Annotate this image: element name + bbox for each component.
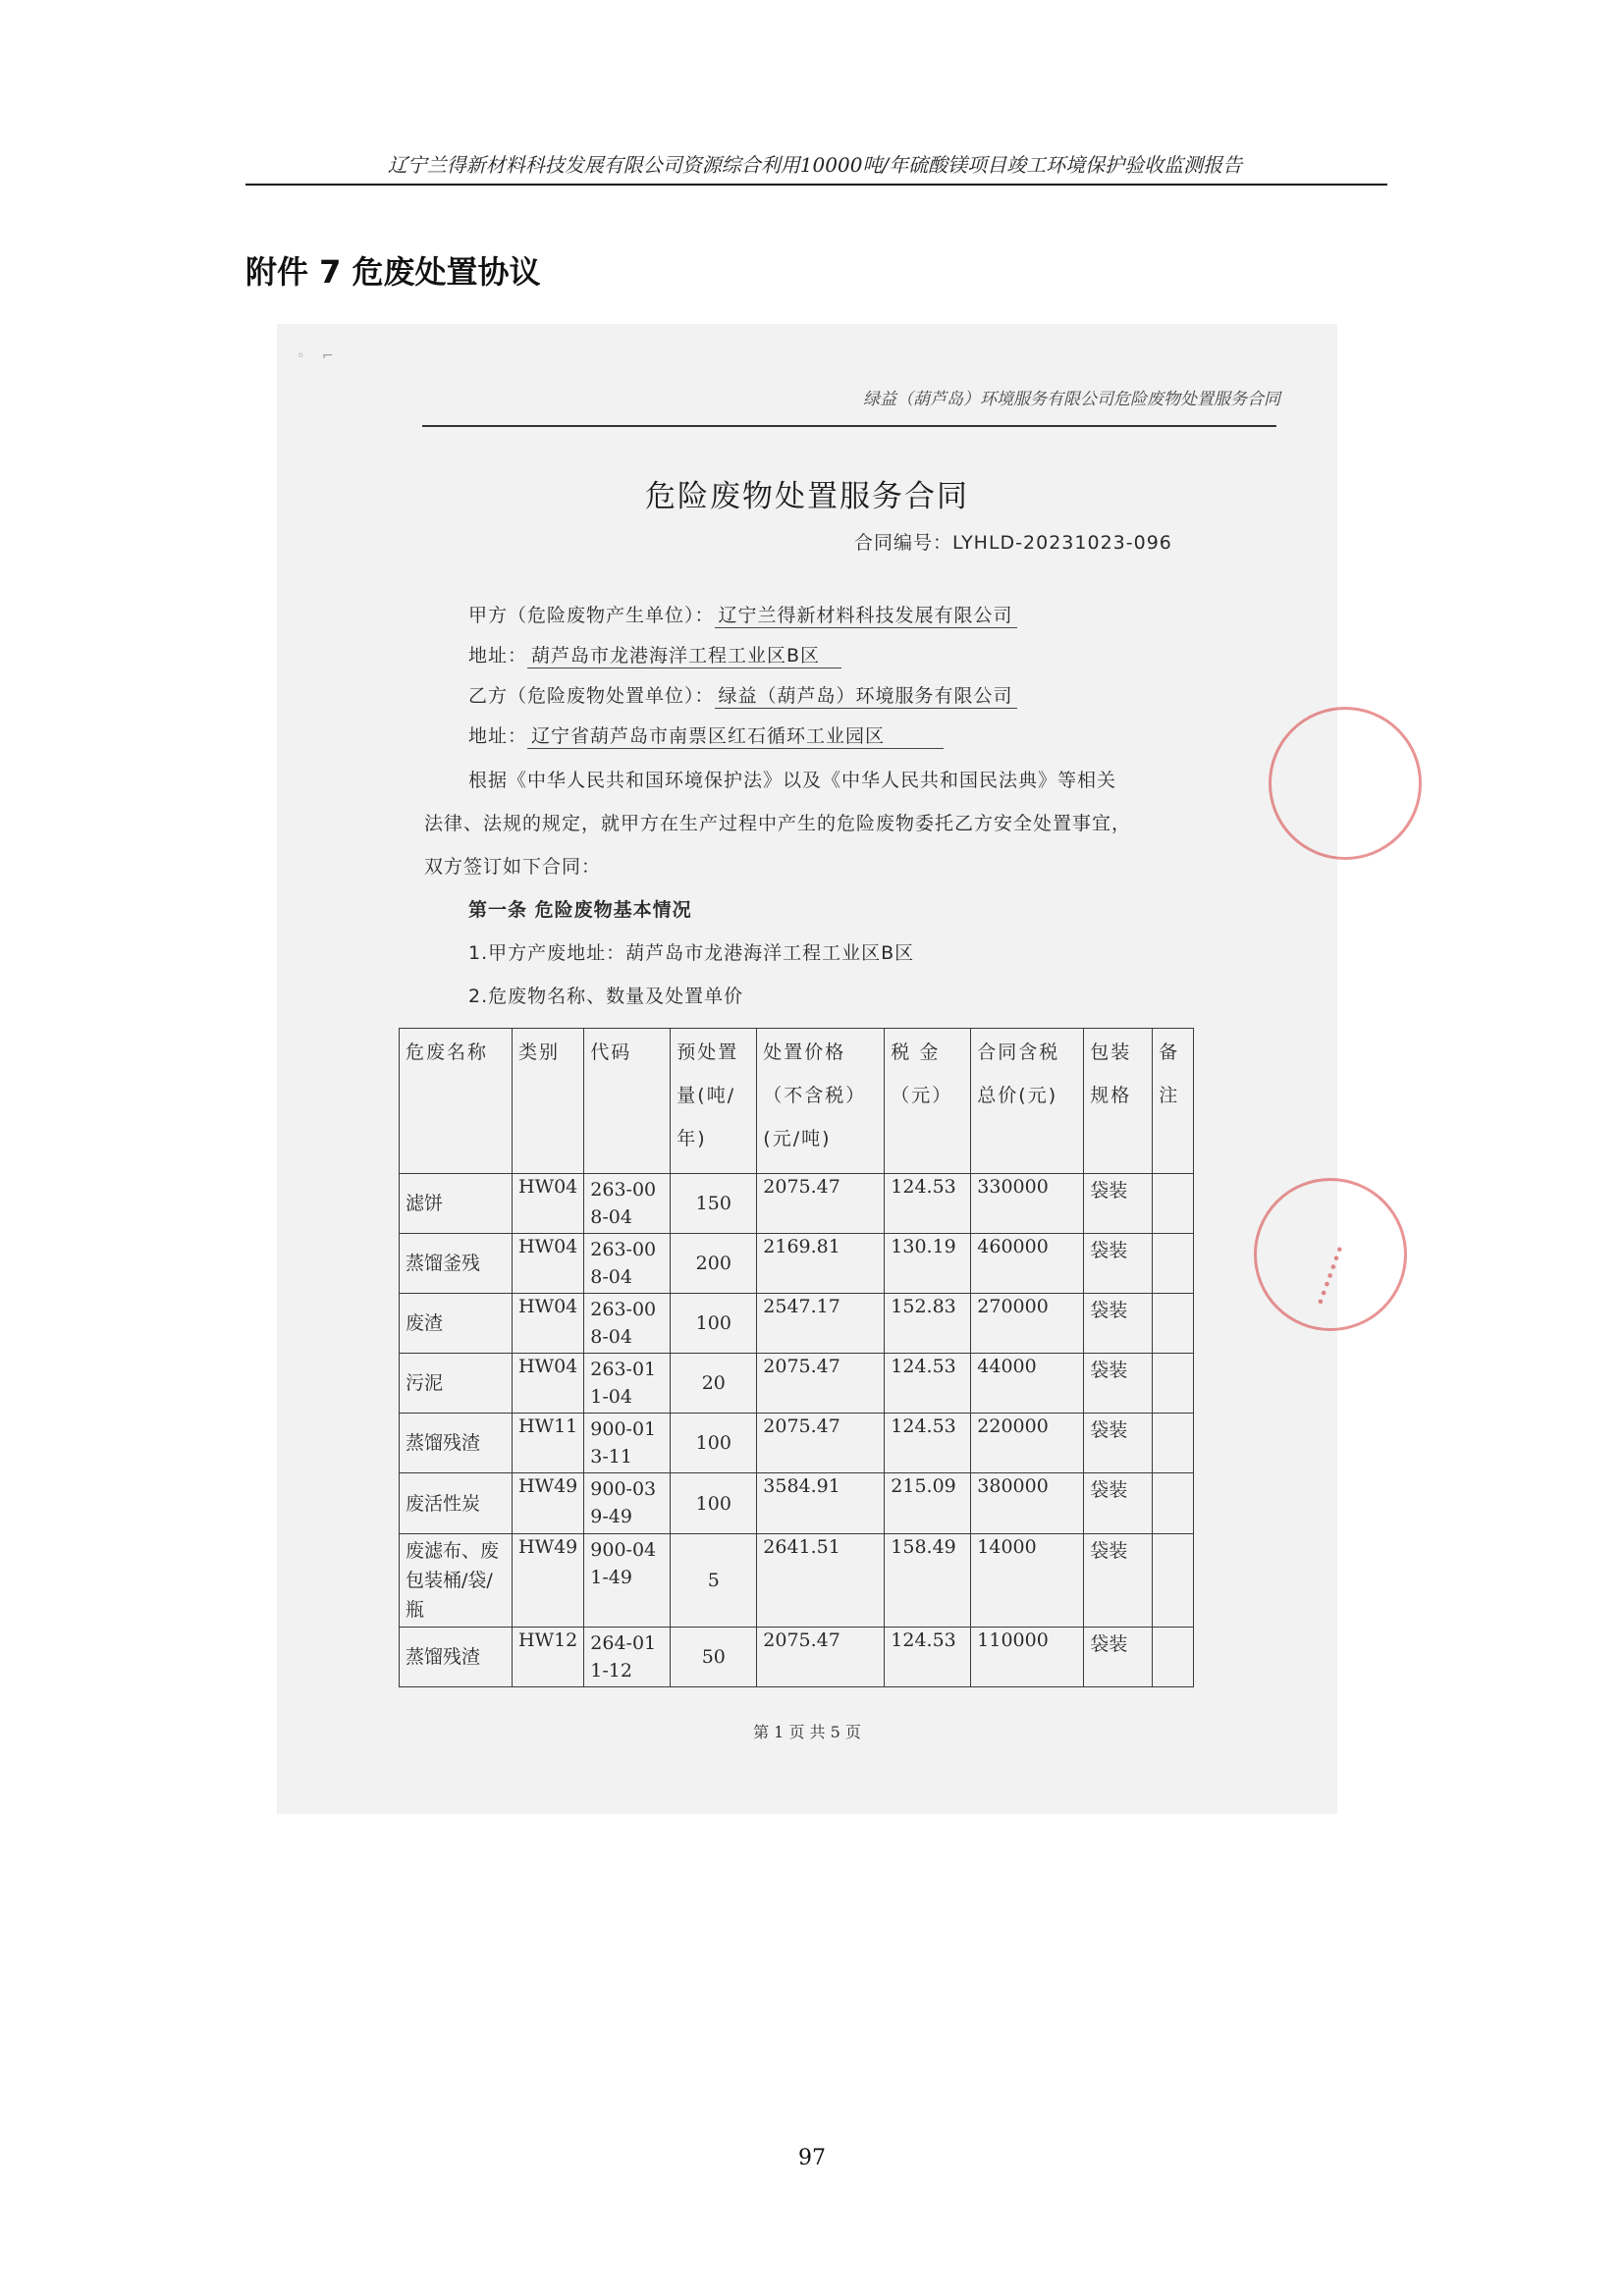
contract-number-value: LYHLD-20231023-096 <box>952 532 1172 554</box>
row-note <box>1153 1354 1194 1414</box>
row-note <box>1153 1534 1194 1628</box>
row-name: 蒸馏残渣 <box>400 1628 513 1687</box>
item-2: 2.危废物名称、数量及处置单价 <box>468 986 744 1007</box>
row-note <box>1153 1234 1194 1294</box>
row-code: 900-03 9-49 <box>584 1473 671 1534</box>
row-name: 污泥 <box>400 1354 513 1414</box>
row-code: 264-01 1-12 <box>584 1628 671 1687</box>
col-header-category: 类别 <box>513 1029 584 1174</box>
col-header-tax: 税 金（元） <box>885 1029 971 1174</box>
table-row <box>400 1414 1194 1473</box>
col-header-price: 处置价格（不含税）(元/吨) <box>757 1029 885 1174</box>
row-note <box>1153 1174 1194 1234</box>
row-package: 袋装 <box>1084 1534 1153 1628</box>
preamble-line-3: 双方签订如下合同： <box>424 856 602 878</box>
row-category: HW49 <box>513 1473 584 1534</box>
party-a-address-value: 葫芦岛市龙港海洋工程工业区B区 <box>527 645 841 668</box>
col-header-package: 包装规格 <box>1084 1029 1153 1174</box>
table-row <box>400 1294 1194 1354</box>
seal-serial-glyphs: ••••••• <box>1310 1242 1351 1309</box>
col-header-total: 合同含税总价(元) <box>971 1029 1084 1174</box>
row-total: 330000 <box>971 1174 1084 1234</box>
row-quantity: 100 <box>671 1294 757 1354</box>
address-label: 地址： <box>468 645 528 667</box>
table-row <box>400 1174 1194 1234</box>
row-total: 110000 <box>971 1628 1084 1687</box>
col-header-note: 备注 <box>1153 1029 1194 1174</box>
party-a-label: 甲方（危险废物产生单位）： <box>468 605 715 626</box>
row-price: 2547.17 <box>757 1294 885 1354</box>
report-running-header: 辽宁兰得新材料科技发展有限公司资源综合利用10000吨/年硫酸镁项目竣工环境保护验收监测报告 <box>387 153 1243 177</box>
contract-header-rule <box>422 425 1276 427</box>
party-b-address-value: 辽宁省葫芦岛市南票区红石循环工业园区 <box>527 725 944 749</box>
row-category: HW04 <box>513 1294 584 1354</box>
row-category: HW04 <box>513 1354 584 1414</box>
row-total: 44000 <box>971 1354 1084 1414</box>
row-category: HW04 <box>513 1234 584 1294</box>
row-code: 900-04 1-49 <box>584 1534 671 1628</box>
row-name: 蒸馏釜残 <box>400 1234 513 1294</box>
preamble-line-1: 根据《中华人民共和国环境保护法》以及《中华人民共和国民法典》等相关 <box>468 770 1117 791</box>
row-tax: 124.53 <box>885 1414 971 1473</box>
row-price: 2169.81 <box>757 1234 885 1294</box>
hazardous-waste-table <box>399 1028 1194 1687</box>
row-code: 263-01 1-04 <box>584 1354 671 1414</box>
row-name: 废渣 <box>400 1294 513 1354</box>
annex-title: 附件 7 危废处置协议 <box>245 253 541 291</box>
row-quantity: 200 <box>671 1234 757 1294</box>
contract-number <box>854 528 1172 555</box>
table-row <box>400 1354 1194 1414</box>
row-price: 3584.91 <box>757 1473 885 1534</box>
row-tax: 215.09 <box>885 1473 971 1534</box>
table-header-row <box>400 1029 1194 1174</box>
row-package: 袋装 <box>1084 1473 1153 1534</box>
row-code: 263-00 8-04 <box>584 1294 671 1354</box>
row-category: HW49 <box>513 1534 584 1628</box>
table-row <box>400 1473 1194 1534</box>
party-b-address-line <box>468 721 944 748</box>
row-price: 2075.47 <box>757 1354 885 1414</box>
table-row <box>400 1234 1194 1294</box>
row-code: 900-01 3-11 <box>584 1414 671 1473</box>
row-total: 14000 <box>971 1534 1084 1628</box>
row-category: HW11 <box>513 1414 584 1473</box>
row-total: 460000 <box>971 1234 1084 1294</box>
preamble-line-2: 法律、法规的规定，就甲方在生产过程中产生的危险废物委托乙方安全处置事宜， <box>424 813 1132 834</box>
contract-page-counter: 第 1 页 共 5 页 <box>753 1723 861 1741</box>
article-1-heading: 第一条 危险废物基本情况 <box>468 899 692 921</box>
row-price: 2075.47 <box>757 1174 885 1234</box>
row-total: 380000 <box>971 1473 1084 1534</box>
item-1: 1.甲方产废地址：葫芦岛市龙港海洋工程工业区B区 <box>468 942 915 964</box>
row-code: 263-00 8-04 <box>584 1234 671 1294</box>
header-rule <box>245 184 1387 186</box>
row-quantity: 5 <box>671 1534 757 1628</box>
red-seal-stamp <box>1269 707 1422 860</box>
row-tax: 152.83 <box>885 1294 971 1354</box>
row-package: 袋装 <box>1084 1628 1153 1687</box>
row-quantity: 100 <box>671 1473 757 1534</box>
row-quantity: 100 <box>671 1414 757 1473</box>
row-tax: 130.19 <box>885 1234 971 1294</box>
party-b-line <box>468 681 1017 708</box>
row-category: HW04 <box>513 1174 584 1234</box>
row-price: 2075.47 <box>757 1628 885 1687</box>
row-name: 滤饼 <box>400 1174 513 1234</box>
row-package: 袋装 <box>1084 1414 1153 1473</box>
contract-number-label: 合同编号： <box>854 532 953 554</box>
row-package: 袋装 <box>1084 1294 1153 1354</box>
row-note <box>1153 1628 1194 1687</box>
row-note <box>1153 1414 1194 1473</box>
address-label: 地址： <box>468 725 528 747</box>
party-a-line <box>468 601 1017 627</box>
col-header-quantity: 预处置量(吨/年) <box>671 1029 757 1174</box>
row-total: 220000 <box>971 1414 1084 1473</box>
row-tax: 124.53 <box>885 1628 971 1687</box>
row-code: 263-00 8-04 <box>584 1174 671 1234</box>
scanned-contract-page <box>277 324 1351 1814</box>
row-tax: 124.53 <box>885 1174 971 1234</box>
row-note <box>1153 1473 1194 1534</box>
row-quantity: 50 <box>671 1628 757 1687</box>
row-package: 袋装 <box>1084 1174 1153 1234</box>
page-number: 97 <box>798 2146 826 2170</box>
col-header-name: 危废名称 <box>400 1029 513 1174</box>
row-category: HW12 <box>513 1628 584 1687</box>
row-price: 2075.47 <box>757 1414 885 1473</box>
party-b-label: 乙方（危险废物处置单位）： <box>468 685 715 707</box>
row-price: 2641.51 <box>757 1534 885 1628</box>
party-a-address-line <box>468 641 841 667</box>
table-row <box>400 1628 1194 1687</box>
party-a-value: 辽宁兰得新材料科技发展有限公司 <box>715 605 1017 628</box>
row-name: 废活性炭 <box>400 1473 513 1534</box>
row-name: 蒸馏残渣 <box>400 1414 513 1473</box>
row-tax: 124.53 <box>885 1354 971 1414</box>
contract-running-header: 绿益（葫芦岛）环境服务有限公司危险废物处置服务合同 <box>863 390 1280 409</box>
row-quantity: 150 <box>671 1174 757 1234</box>
row-note <box>1153 1294 1194 1354</box>
row-package: 袋装 <box>1084 1354 1153 1414</box>
row-quantity: 20 <box>671 1354 757 1414</box>
row-tax: 158.49 <box>885 1534 971 1628</box>
row-package: 袋装 <box>1084 1234 1153 1294</box>
row-name: 废滤布、废包装桶/袋/瓶 <box>400 1534 513 1628</box>
table-row <box>400 1534 1194 1628</box>
col-header-code: 代码 <box>584 1029 671 1174</box>
contract-title: 危险废物处置服务合同 <box>645 479 969 514</box>
party-b-value: 绿益（葫芦岛）环境服务有限公司 <box>715 685 1017 709</box>
row-total: 270000 <box>971 1294 1084 1354</box>
scan-artifact: ◦ ⌐ <box>297 348 334 364</box>
